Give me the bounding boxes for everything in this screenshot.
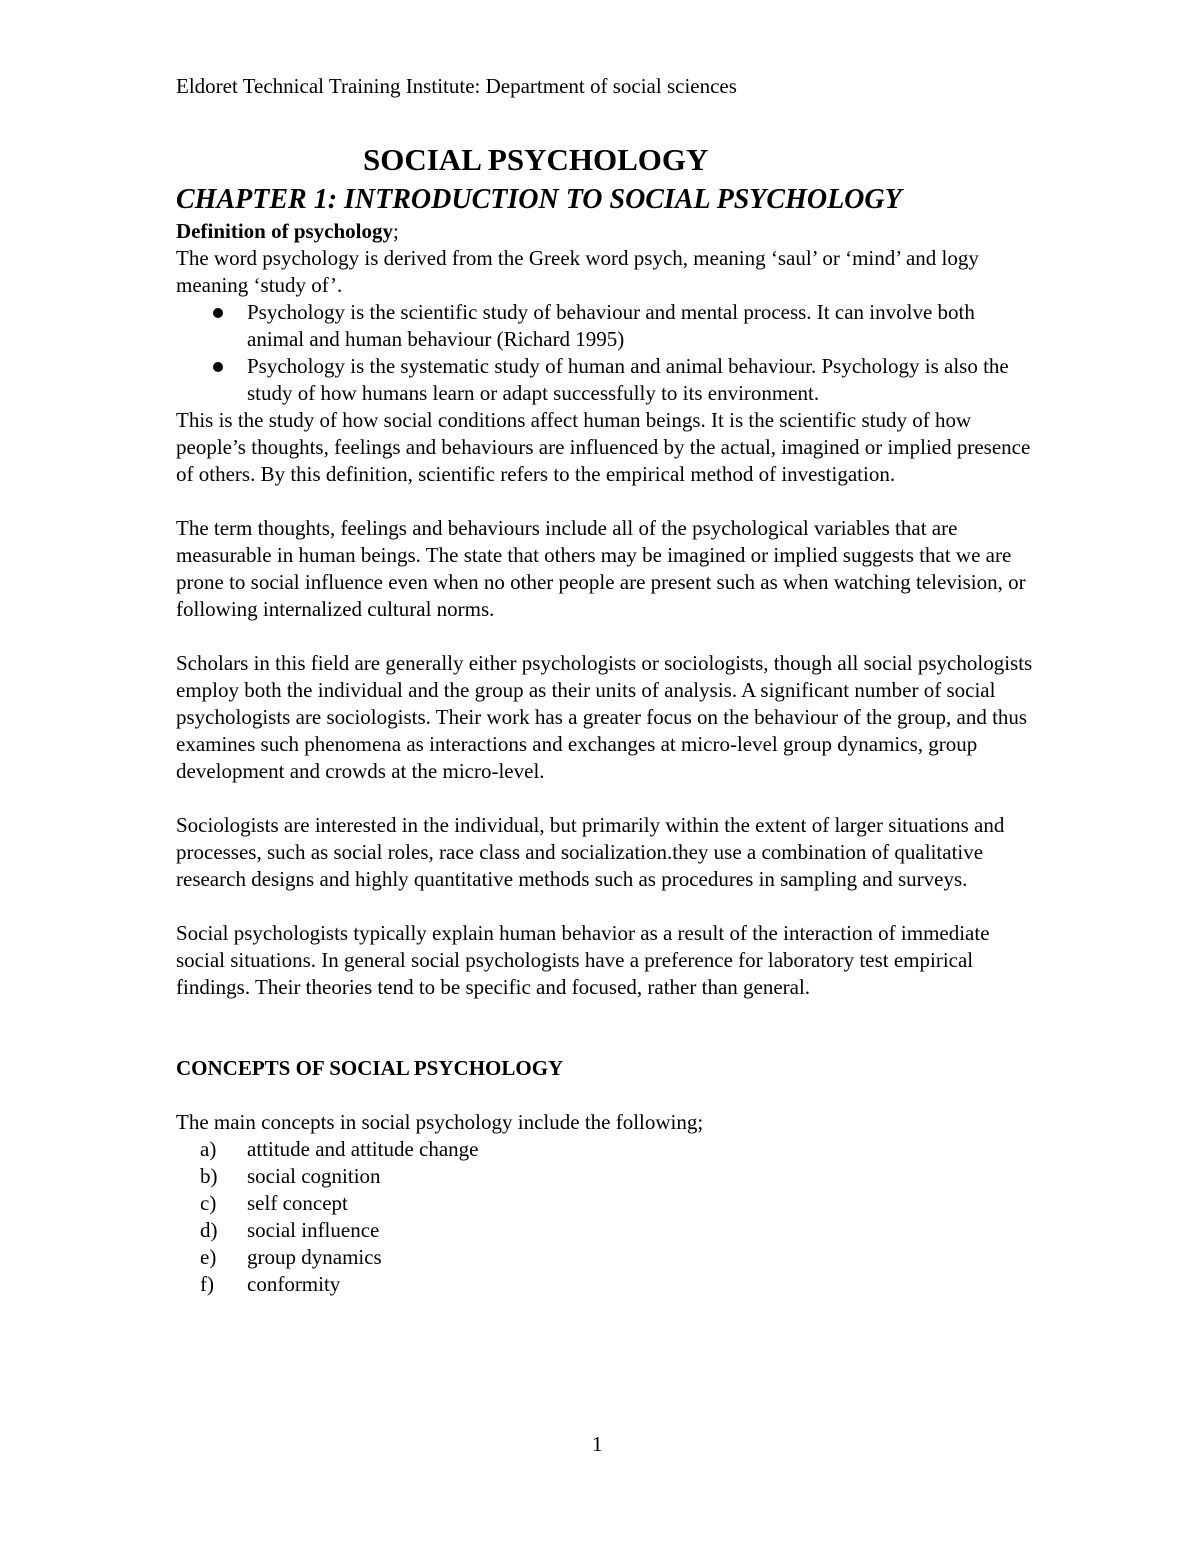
concept-text: self concept: [247, 1191, 348, 1215]
concept-item: [200, 1271, 1036, 1298]
paragraph-scholars: Scholars in this field are generally either psychologists or sociologists, though all social psychologists employ both the individual and the group as their units of analysis. A significant number of social psychologists are sociologists. Their work has a greater focus on the behaviour of the group, and thus examines such phenomena as interactions and exchanges at micro-level group dynamics, group development and crowds at the micro-level.: [176, 651, 1033, 783]
definition-heading: Definition of psychology: [176, 219, 394, 243]
paragraph-social-psychology-definition: This is the study of how social conditions affect human beings. It is the scientific study of how people’s thoughts, feelings and behaviours are influenced by the actual, imagined or implied presence of others. By this definition, scientific refers to the empirical method of investigation.: [176, 408, 1031, 486]
definition-heading-suffix: ;: [393, 219, 399, 243]
concept-marker: c): [200, 1191, 217, 1215]
concept-marker: b): [200, 1164, 218, 1188]
bullet-text: Psychology is the scientific study of behaviour and mental process. It can involve both animal and human behaviour (Richard 1995): [247, 300, 975, 351]
bullet-item: [247, 299, 1036, 353]
paragraph-thoughts-feelings: The term thoughts, feelings and behaviours include all of the psychological variables that are measurable in human beings. The state that others may be imagined or implied suggests that we are prone to social influence even when no other people are present such as when watching television, or following internalized cultural norms.: [176, 516, 1026, 621]
concept-marker: f): [200, 1272, 214, 1296]
bullet-icon: [213, 362, 223, 372]
concept-text: social influence: [247, 1218, 380, 1242]
bullet-item: [247, 353, 1036, 407]
concept-item: [200, 1244, 1036, 1271]
page-number: 1: [592, 1432, 603, 1456]
paragraph-social-psychologists: Social psychologists typically explain human behavior as a result of the interaction of immediate social situations. In general social psychologists have a preference for laboratory test empirical findings. Their theories tend to be specific and focused, rather than general.: [176, 921, 990, 999]
concept-item: [200, 1136, 1036, 1163]
bullet-text: Psychology is the systematic study of human and animal behaviour. Psychology is also the study of how humans learn or adapt successfully to its environment.: [247, 354, 1009, 405]
concept-item: [200, 1217, 1036, 1244]
concept-text: group dynamics: [247, 1245, 382, 1269]
concept-text: social cognition: [247, 1164, 381, 1188]
bullet-icon: [213, 308, 223, 318]
page-content: [176, 140, 1036, 1298]
concept-marker: e): [200, 1245, 217, 1269]
definition-intro: The word psychology is derived from the Greek word psych, meaning ‘saul’ or ‘mind’ and logy meaning ‘study of’.: [176, 246, 979, 297]
document-title: SOCIAL PSYCHOLOGY: [363, 142, 709, 177]
concept-item: [200, 1190, 1036, 1217]
paragraph-sociologists: Sociologists are interested in the individual, but primarily within the extent of larger situations and processes, such as social roles, race class and socialization.they use a combination of qualitative research designs and highly quantitative methods such as procedures in sampling and surveys.: [176, 813, 1005, 891]
definition-bullet-list: [176, 299, 1036, 407]
concept-text: attitude and attitude change: [247, 1137, 479, 1161]
page-header: Eldoret Technical Training Institute: Department of social sciences: [176, 74, 737, 98]
definition-heading-line: [176, 218, 1036, 245]
chapter-heading: CHAPTER 1: INTRODUCTION TO SOCIAL PSYCHOLOGY: [176, 184, 902, 215]
concepts-list: [176, 1136, 1036, 1298]
concepts-intro: The main concepts in social psychology include the following;: [176, 1110, 704, 1134]
concepts-heading: CONCEPTS OF SOCIAL PSYCHOLOGY: [176, 1056, 564, 1080]
concept-text: conformity: [247, 1272, 341, 1296]
concept-marker: a): [200, 1137, 217, 1161]
concept-marker: d): [200, 1218, 218, 1242]
concept-item: [200, 1163, 1036, 1190]
